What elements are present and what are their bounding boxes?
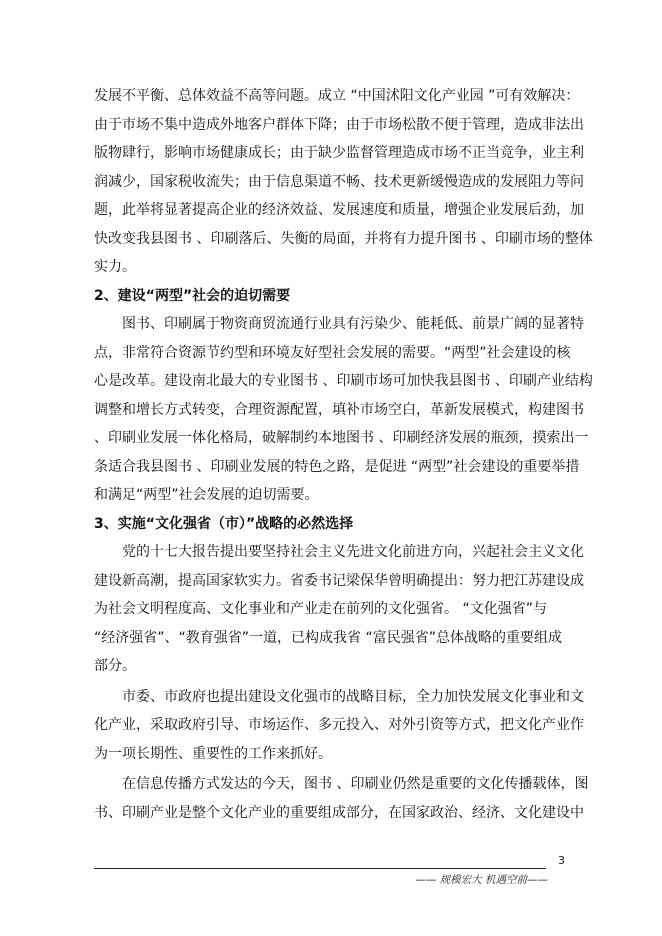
- section-heading-3: 3、实施“文化强省（市）”战略的必然选择: [94, 515, 354, 532]
- page-number: 3: [558, 854, 565, 867]
- text-line: 在信息传播方式发达的今天，图书 、印刷业仍然是重要的文化传播载体，图: [122, 776, 589, 792]
- section-heading-2: 2、建设“两型”社会的迫切需要: [94, 287, 291, 304]
- text-line: 快改变我县图书 、印刷落后、失衡的局面，并将有力提升图书 、印刷市场的整体: [94, 230, 593, 247]
- text-line: 由于市场不集中造成外地客户群体下降；由于市场松散不便于管理，造成非法出: [94, 116, 584, 133]
- paragraph-4: [94, 683, 584, 769]
- paragraph-5: [94, 770, 589, 827]
- text-line: 调整和增长方式转变，合理资源配置，填补市场空白，革新发展模式，构建图书: [94, 401, 584, 418]
- text-line: 、印刷业发展一体化格局，破解制约本地图书 、印刷经济发展的瓶颈，摸索出一: [94, 430, 589, 446]
- text-line: 为社会文明程度高、文化事业和产业走在前列的文化强省。 “文化强省”与: [94, 601, 547, 617]
- text-line: 党的十七大报告提出要坚持社会主义先进文化前进方向，兴起社会主义文化: [122, 544, 584, 560]
- paragraph-2: [94, 310, 593, 510]
- paragraph-3: [94, 538, 584, 681]
- text-line: 条适合我县图书 、印刷业发展的特色之路，是促进 “两型”社会建设的重要举措: [94, 458, 580, 475]
- text-line: 题，此举将显著提高企业的经济效益、发展速度和质量，增强企业发展后劲，加: [94, 202, 584, 218]
- text-line: 书、印刷产业是整个文化产业的重要组成部分，在国家政治、经济、文化建设中: [94, 804, 584, 821]
- text-line: “经济强省”、“教育强省”一道，已构成我省 “富民强省”总体战略的重要组成: [94, 629, 562, 646]
- text-line: 为一项长期性、重要性的工作来抓好。: [94, 745, 332, 762]
- document-body: [94, 82, 593, 827]
- text-line: 部分。: [94, 658, 136, 674]
- paragraph-1: [94, 82, 593, 282]
- text-line: 心是改革。建设南北最大的专业图书 、印刷市场可加快我县图书 、印刷产业结构: [94, 373, 593, 389]
- text-line: 化产业，采取政府引导、市场运作、多元投入、对外引资等方式，把文化产业作: [94, 717, 584, 733]
- footer-divider: [94, 868, 546, 869]
- text-line: 润减少，国家税收流失；由于信息渠道不畅、技术更新缓慢造成的发展阻力等问: [94, 173, 584, 190]
- text-line: 图书、印刷属于物资商贸流通行业具有污染少、能耗低、前景广阔的显著特: [122, 316, 584, 332]
- footer-slogan: —— 规模宏大 机遇空前——: [415, 874, 548, 886]
- text-line: 版物肆行，影响市场健康成长；由于缺少监督管理造成市场不正当竞争，业主利: [94, 145, 584, 161]
- text-line: 点，非常符合资源节约型和环境友好型社会发展的需要。“两型”社会建设的核: [94, 344, 571, 361]
- text-line: 发展不平衡、总体效益不高等问题。成立 “中国沭阳文化产业园 ”可有效解决：: [94, 88, 580, 104]
- text-line: 实力。: [94, 259, 136, 275]
- text-line: 和满足“两型”社会发展的迫切需要。: [94, 487, 319, 503]
- text-line: 市委、市政府也提出建设文化强市的战略目标，全力加快发展文化事业和文: [122, 688, 584, 705]
- text-line: 建设新高潮，提高国家软实力。省委书记梁保华曾明确提出：努力把江苏建设成: [94, 572, 584, 589]
